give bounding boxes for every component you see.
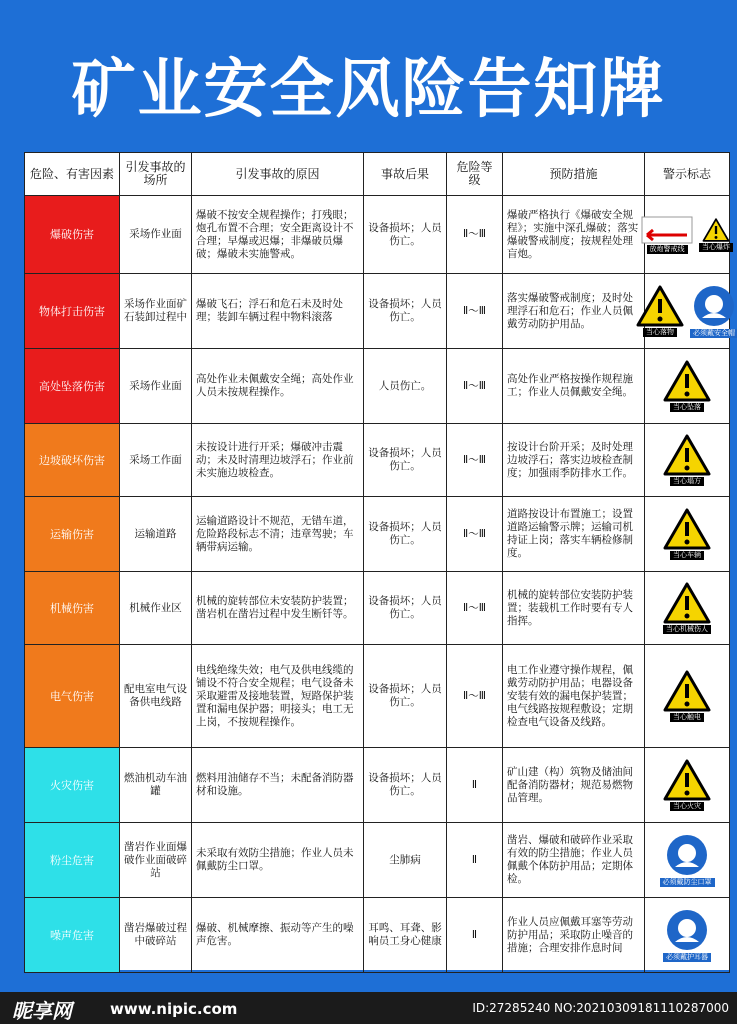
level-cell: Ⅱ — [447, 748, 503, 823]
table-row — [25, 497, 730, 572]
table-row — [25, 645, 730, 748]
warning-triangle-icon — [663, 759, 711, 801]
place-cell: 采场作业面 — [120, 349, 192, 424]
sign-label: 当心触电 — [670, 713, 704, 722]
measure-cell: 凿岩、爆破和破碎作业采取有效的防尘措施；作业人员佩戴个体防护用品；定期体检。 — [503, 823, 645, 898]
hazard-cell: 运输伤害 — [25, 497, 120, 572]
level-cell: Ⅱ — [447, 823, 503, 898]
cause-cell: 未采取有效防尘措施；作业人员未佩戴防尘口罩。 — [192, 823, 364, 898]
warning-sign — [663, 434, 711, 486]
warning-triangle-icon — [663, 508, 711, 550]
table-row — [25, 349, 730, 424]
sign-label: 必须戴防尘口罩 — [660, 878, 715, 887]
warning-sign — [663, 582, 711, 634]
sign-cell — [645, 349, 730, 424]
risk-table-panel — [24, 152, 735, 970]
level-cell: Ⅱ～Ⅲ — [447, 572, 503, 645]
watermark-footer — [0, 992, 737, 1024]
sign-label: 当心落物 — [643, 328, 677, 337]
table-row — [25, 196, 730, 274]
cause-cell: 爆破飞石；浮石和危石未及时处理；装卸车辆过程中物料滚落 — [192, 274, 364, 349]
sign-label: 当心塌方 — [670, 477, 704, 486]
warning-triangle-icon — [663, 360, 711, 402]
measure-cell: 高处作业严格按操作规程施工；作业人员佩戴安全绳。 — [503, 349, 645, 424]
sign-cell — [645, 196, 730, 274]
level-cell: Ⅱ～Ⅲ — [447, 424, 503, 497]
hazard-cell: 边坡破坏伤害 — [25, 424, 120, 497]
result-cell: 设备损坏；人员伤亡。 — [364, 274, 447, 349]
measure-cell: 机械的旋转部位安装防护装置；装载机工作时要有专人指挥。 — [503, 572, 645, 645]
measure-cell: 道路按设计布置施工；设置道路运输警示牌；运输司机持证上岗；落实车辆检修制度。 — [503, 497, 645, 572]
sign-label: 当心坠落 — [670, 403, 704, 412]
table-row — [25, 823, 730, 898]
place-cell: 凿岩爆破过程中破碎站 — [120, 898, 192, 973]
place-cell: 采场作业面矿石装卸过程中 — [120, 274, 192, 349]
table-row — [25, 424, 730, 497]
mandatory-circle-icon — [692, 284, 736, 328]
result-cell: 耳鸣、耳聋、影响员工身心健康 — [364, 898, 447, 973]
warning-sign — [663, 360, 711, 412]
warning-sign — [699, 218, 733, 252]
warning-triangle-icon — [663, 582, 711, 624]
warning-sign — [636, 285, 684, 337]
measure-cell: 电工作业遵守操作规程，佩戴劳动防护用品；电器设备安装有效的漏电保护装置；电气线路按规程敷设；定期检查电气设备及线路。 — [503, 645, 645, 748]
measure-cell: 爆破严格执行《爆破安全规程》；实施中深孔爆破；落实爆破警戒制度；按规程处理盲炮。 — [503, 196, 645, 274]
sign-cell — [645, 748, 730, 823]
table-header-row — [25, 153, 730, 196]
mandatory-circle-icon — [665, 908, 709, 952]
level-cell: Ⅱ～Ⅲ — [447, 196, 503, 274]
warning-triangle-icon — [636, 285, 684, 327]
result-cell: 尘肺病 — [364, 823, 447, 898]
warning-triangle-icon — [663, 434, 711, 476]
site-url: www.nipic.com — [110, 1000, 238, 1018]
header-place: 引发事故的场所 — [120, 153, 192, 196]
warning-sign — [641, 216, 693, 254]
table-row — [25, 898, 730, 973]
sign-cell — [645, 424, 730, 497]
cause-cell: 运输道路设计不规范，无错车道，危险路段标志不清；违章驾驶；车辆带病运输。 — [192, 497, 364, 572]
mandatory-circle-icon — [665, 833, 709, 877]
result-cell: 设备损坏；人员伤亡。 — [364, 424, 447, 497]
sign-cell — [645, 823, 730, 898]
place-cell: 凿岩作业面爆破作业面破碎站 — [120, 823, 192, 898]
cause-cell: 电线绝缘失效；电气及供电线缆的铺设不符合安全规程；电气设备未采取避雷及接地装置，短路保护装置和漏电保护器；明接头；电工无上岗，不按规程操作。 — [192, 645, 364, 748]
sign-label: 放炮警戒线 — [647, 245, 688, 254]
result-cell: 设备损坏；人员伤亡。 — [364, 196, 447, 274]
warning-sign — [660, 833, 715, 887]
image-id: ID:27285240 NO:20210309181110287000 — [472, 1001, 729, 1015]
warning-sign — [663, 508, 711, 560]
sign-cell — [645, 497, 730, 572]
hazard-cell: 粉尘危害 — [25, 823, 120, 898]
sign-cell — [645, 274, 735, 349]
sign-cell — [645, 572, 730, 645]
level-cell: Ⅱ～Ⅲ — [447, 349, 503, 424]
result-cell: 设备损坏；人员伤亡。 — [364, 645, 447, 748]
hazard-cell: 爆破伤害 — [25, 196, 120, 274]
sign-cell — [645, 898, 730, 973]
explosion-warning-icon — [702, 218, 730, 242]
sign-label: 当心机械伤人 — [663, 625, 711, 634]
hazard-cell: 物体打击伤害 — [25, 274, 120, 349]
cause-cell: 爆破不按安全规程操作；打残眼；炮孔布置不合理；安全距离设计不合理；早爆或迟爆；非爆破员爆破；爆破未实施警戒。 — [192, 196, 364, 274]
warning-sign — [690, 284, 737, 338]
table-row — [25, 572, 730, 645]
place-cell: 采场工作面 — [120, 424, 192, 497]
hazard-cell: 火灾伤害 — [25, 748, 120, 823]
result-cell: 人员伤亡。 — [364, 349, 447, 424]
level-cell: Ⅱ～Ⅲ — [447, 645, 503, 748]
level-cell: Ⅱ～Ⅲ — [447, 497, 503, 572]
cause-cell: 机械的旋转部位未安装防护装置；凿岩机在凿岩过程中发生断钎等。 — [192, 572, 364, 645]
measure-cell: 落实爆破警戒制度；及时处理浮石和危石；作业人员佩戴劳动防护用品。 — [503, 274, 645, 349]
place-cell: 机械作业区 — [120, 572, 192, 645]
place-cell: 运输道路 — [120, 497, 192, 572]
hazard-cell: 高处坠落伤害 — [25, 349, 120, 424]
header-measure: 预防措施 — [503, 153, 645, 196]
warning-sign — [663, 759, 711, 811]
header-cause: 引发事故的原因 — [192, 153, 364, 196]
warning-sign — [663, 908, 711, 962]
cause-cell: 爆破、机械摩擦、振动等产生的噪声危害。 — [192, 898, 364, 973]
table-row — [25, 748, 730, 823]
cause-cell: 高处作业未佩戴安全绳；高处作业人员未按规程操作。 — [192, 349, 364, 424]
cause-cell: 燃料用油储存不当；未配备消防器材和设施。 — [192, 748, 364, 823]
sign-label: 必须戴护耳器 — [663, 953, 711, 962]
header-level: 危险等级 — [447, 153, 503, 196]
measure-cell: 按设计台阶开采；及时处理边坡浮石；落实边坡检查制度；加强雨季防排水工作。 — [503, 424, 645, 497]
warning-triangle-icon — [663, 670, 711, 712]
header-hazard: 危险、有害因素 — [25, 153, 120, 196]
level-cell: Ⅱ～Ⅲ — [447, 274, 503, 349]
result-cell: 设备损坏；人员伤亡。 — [364, 748, 447, 823]
table-row — [25, 274, 730, 349]
result-cell: 设备损坏；人员伤亡。 — [364, 572, 447, 645]
level-cell: Ⅱ — [447, 898, 503, 973]
hazard-cell: 噪声危害 — [25, 898, 120, 973]
sign-label: 当心车辆 — [670, 551, 704, 560]
risk-table — [24, 152, 735, 973]
warning-sign — [663, 670, 711, 722]
sign-label: 当心火灾 — [670, 802, 704, 811]
measure-cell: 矿山建（构）筑物及储油间配备消防器材；规范易燃物品管理。 — [503, 748, 645, 823]
header-sign: 警示标志 — [645, 153, 730, 196]
sign-label: 必须戴安全帽 — [690, 329, 737, 338]
place-cell: 燃油机动车油罐 — [120, 748, 192, 823]
measure-cell: 作业人员应佩戴耳塞等劳动防护用品；采取防止噪音的措施；合理安排作息时间 — [503, 898, 645, 973]
place-cell: 配电室电气设备供电线路 — [120, 645, 192, 748]
place-cell: 采场作业面 — [120, 196, 192, 274]
cause-cell: 未按设计进行开采；爆破冲击震动；未及时清理边坡浮石；作业前未实施边坡检查。 — [192, 424, 364, 497]
page-title: 矿业安全风险告知牌 — [71, 53, 666, 127]
sign-cell — [645, 645, 730, 748]
result-cell: 设备损坏；人员伤亡。 — [364, 497, 447, 572]
hazard-cell: 电气伤害 — [25, 645, 120, 748]
barrier-icon — [641, 216, 693, 244]
sign-label: 当心爆炸 — [699, 243, 733, 252]
header-result: 事故后果 — [364, 153, 447, 196]
hazard-cell: 机械伤害 — [25, 572, 120, 645]
site-logo: 昵享网 — [12, 999, 72, 1023]
